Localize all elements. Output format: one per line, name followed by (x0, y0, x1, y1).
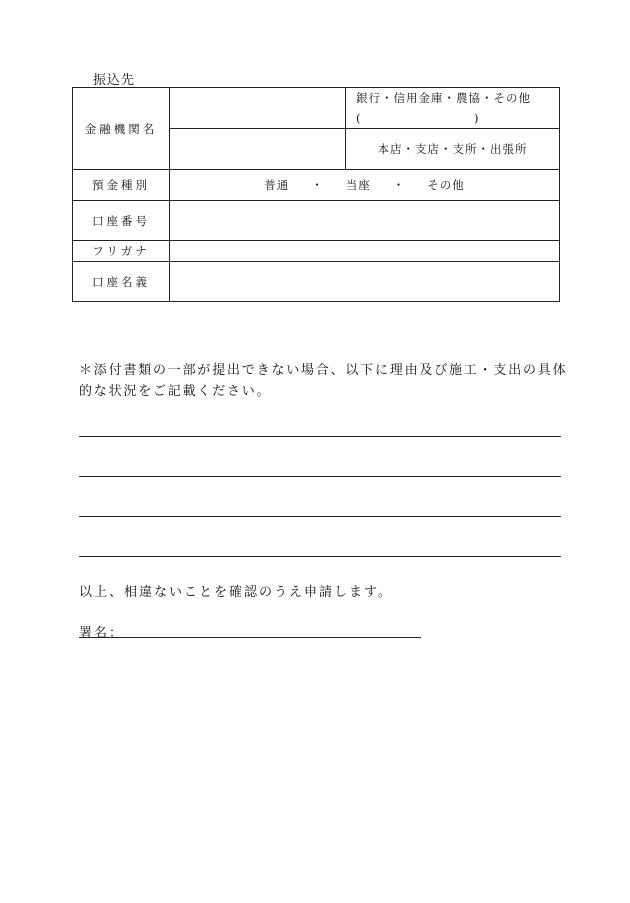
bank-name-field[interactable] (170, 88, 346, 129)
account-holder-field[interactable] (170, 262, 560, 302)
reason-line-4[interactable] (79, 556, 561, 557)
bank-type-options: 銀行・信用金庫・農協・その他 (356, 91, 531, 105)
branch-name-field[interactable] (170, 129, 346, 170)
furigana-label: フリガナ (73, 241, 170, 262)
account-holder-label: 口座名義 (73, 262, 170, 302)
missing-documents-note: ＊添付書類の一部が提出できない場合、以下に理由及び施工・支出の具体的な状況をご記載ください。 (79, 363, 568, 399)
account-type-label: 預金種別 (73, 170, 170, 201)
bank-name-label: 金融機関名 (73, 88, 170, 170)
confirmation-statement: 以上、相違ないことを確認のうえ申請します。 (79, 585, 393, 600)
account-type-ordinary[interactable]: 普通 (264, 178, 290, 192)
separator-dot: ・ (311, 178, 324, 192)
account-number-field[interactable] (170, 201, 560, 241)
reason-line-2[interactable] (79, 476, 561, 477)
reason-line-3[interactable] (79, 516, 561, 517)
reason-line-1[interactable] (79, 436, 561, 437)
bank-type-other-paren: ( ) (356, 111, 480, 125)
account-number-label: 口座番号 (73, 201, 170, 241)
bank-transfer-table (72, 87, 560, 302)
account-type-other[interactable]: その他 (427, 178, 465, 192)
furigana-field[interactable] (170, 241, 560, 262)
separator-dot: ・ (392, 178, 406, 192)
section-title: 振込先 (93, 73, 136, 88)
bank-type-cell (346, 88, 560, 129)
signature-label: 署名： (79, 626, 125, 641)
account-type-current[interactable]: 当座 (345, 178, 371, 192)
account-type-options[interactable] (170, 170, 560, 201)
branch-type-options: 本店・支店・支所・出張所 (346, 129, 560, 170)
signature-line[interactable] (79, 637, 421, 638)
